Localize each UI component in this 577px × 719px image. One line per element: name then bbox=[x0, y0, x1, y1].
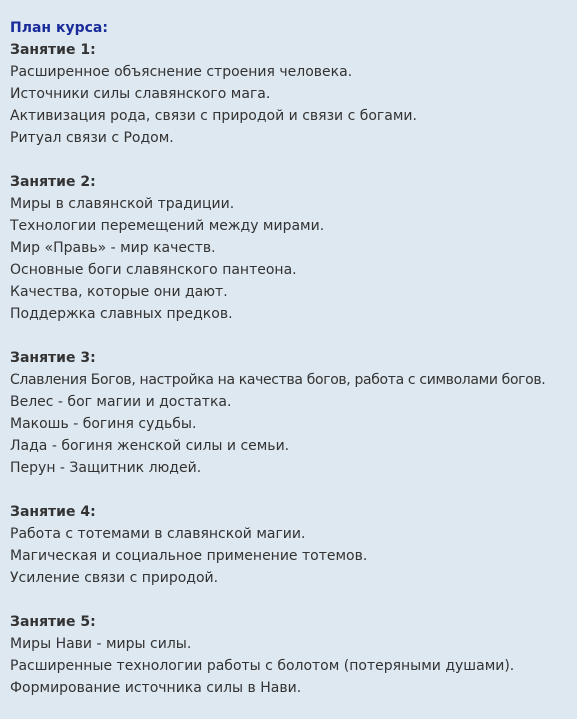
lesson-item: Работа с тотемами в славянской магии. bbox=[10, 526, 306, 542]
lesson-item: Ритуал связи с Родом. bbox=[10, 130, 174, 146]
lesson-item: Технологии перемещений между мирами. bbox=[10, 218, 325, 234]
lesson-1 bbox=[10, 39, 577, 149]
lesson-item: Велес - бог магии и достатка. bbox=[10, 394, 232, 410]
lesson-item: Основные боги славянского пантеона. bbox=[10, 262, 297, 278]
lesson-4 bbox=[10, 501, 577, 589]
lesson-item: Активизация рода, связи с природой и связи с богами. bbox=[10, 108, 417, 124]
lesson-2 bbox=[10, 171, 577, 325]
lesson-item: Формирование источника силы в Нави. bbox=[10, 680, 302, 696]
lesson-item: Миры в славянской традиции. bbox=[10, 196, 235, 212]
lesson-item: Источники силы славянского мага. bbox=[10, 86, 271, 102]
lesson-item: Лада - богиня женской силы и семьи. bbox=[10, 438, 290, 454]
lesson-item: Расширенное объяснение строения человека. bbox=[10, 64, 353, 80]
lesson-title: Занятие 5: bbox=[10, 614, 96, 630]
lesson-item: Качества, которые они дают. bbox=[10, 284, 228, 300]
lesson-item: Мир «Правь» - мир качеств. bbox=[10, 240, 216, 256]
lesson-title: Занятие 1: bbox=[10, 42, 96, 58]
lesson-3 bbox=[10, 347, 577, 479]
lesson-item: Усиление связи с природой. bbox=[10, 570, 219, 586]
lesson-title: Занятие 3: bbox=[10, 350, 96, 366]
lesson-item: Перун - Защитник людей. bbox=[10, 460, 202, 476]
lesson-item: Славления Богов, настройка на качества богов, работа с символами богов. bbox=[10, 372, 546, 388]
course-plan-title: План курса: bbox=[10, 20, 108, 36]
lesson-item: Макошь - богиня судьбы. bbox=[10, 416, 197, 432]
lesson-title: Занятие 4: bbox=[10, 504, 96, 520]
lesson-item: Поддержка славных предков. bbox=[10, 306, 233, 322]
lesson-5 bbox=[10, 611, 577, 699]
lesson-title: Занятие 2: bbox=[10, 174, 96, 190]
lesson-item: Магическая и социальное применение тотемов. bbox=[10, 548, 368, 564]
lesson-item: Расширенные технологии работы с болотом (потеряными душами). bbox=[10, 658, 515, 674]
lesson-item: Миры Нави - миры силы. bbox=[10, 636, 192, 652]
